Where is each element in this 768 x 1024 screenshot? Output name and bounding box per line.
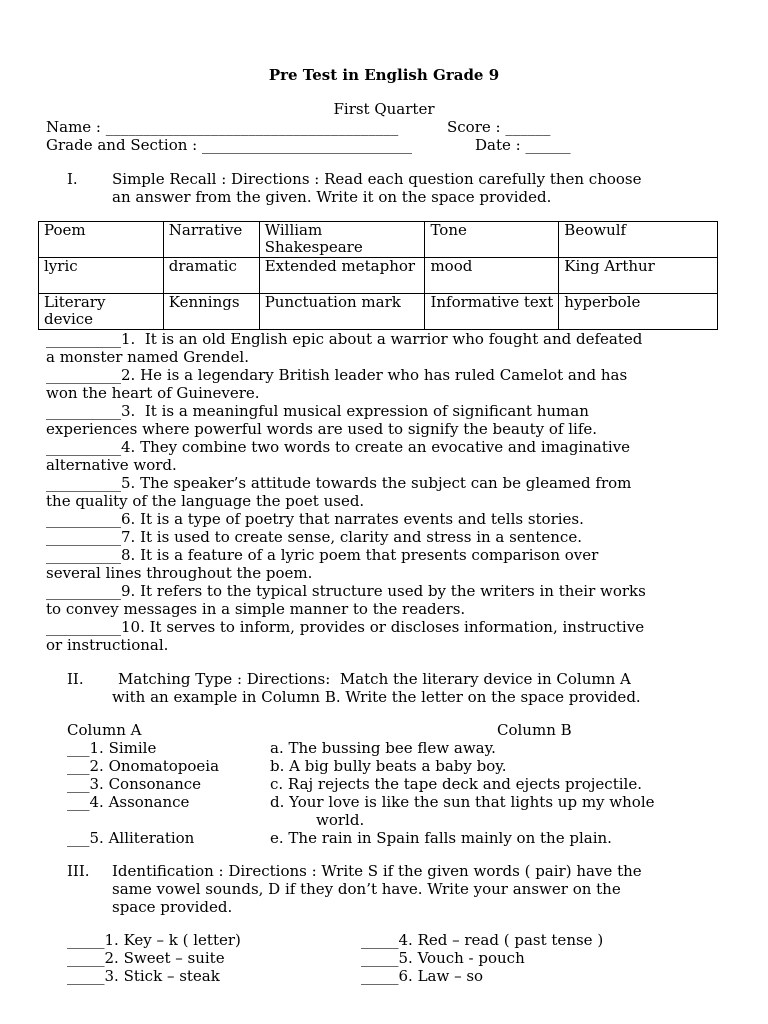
column-a-header: Column A: [67, 721, 142, 739]
table-cell: dramatic: [163, 258, 259, 294]
part3-numeral: III.: [67, 862, 90, 880]
table-cell: King Arthur: [559, 258, 718, 294]
part1-numeral: I.: [67, 170, 78, 188]
part1-directions-line2: an answer from the given. Write it on the space provided.: [112, 188, 552, 206]
question-line: experiences where powerful words are used to signify the beauty of life.: [46, 420, 598, 438]
table-cell: William Shakespeare: [259, 222, 425, 258]
column-a-item: ___4. Assonance: [67, 793, 190, 811]
column-a-item: ___2. Onomatopoeia: [67, 757, 220, 775]
answer-choices-table: [38, 221, 718, 330]
question-line: several lines throughout the poem.: [46, 564, 313, 582]
table-row: [39, 222, 718, 258]
column-b-item: c. Raj rejects the tape deck and ejects projectile.: [270, 775, 642, 793]
question-line: __________1. It is an old English epic about a warrior who fought and defeated: [46, 330, 643, 348]
date-row: [475, 136, 570, 154]
identification-item: _____5. Vouch - pouch: [361, 949, 525, 967]
table-row: [39, 258, 718, 294]
score-label: Score :: [447, 118, 506, 136]
page-title: Pre Test in English Grade 9: [268, 66, 500, 84]
question-line: __________7. It is used to create sense, clarity and stress in a sentence.: [46, 528, 582, 546]
question-line: __________10. It serves to inform, provides or discloses information, instructive: [46, 618, 645, 636]
question-line: __________4. They combine two words to create an evocative and imaginative: [46, 438, 631, 456]
grade-section-field[interactable]: ____________________________: [201, 136, 412, 154]
column-a-item: ___3. Consonance: [67, 775, 202, 793]
date-field[interactable]: ______: [525, 136, 571, 154]
table-cell: lyric: [39, 258, 164, 294]
name-row: [46, 118, 398, 136]
table-cell: Narrative: [163, 222, 259, 258]
score-field[interactable]: ______: [505, 118, 551, 136]
column-a-item: ___5. Alliteration: [67, 829, 195, 847]
table-cell: Tone: [425, 222, 559, 258]
date-label: Date :: [475, 136, 526, 154]
identification-item: _____4. Red – read ( past tense ): [361, 931, 604, 949]
question-line: __________5. The speaker’s attitude towards the subject can be gleamed from: [46, 474, 632, 492]
part2-directions-line1: Matching Type : Directions: Match the literary device in Column A: [118, 670, 631, 688]
column-b-header: Column B: [497, 721, 572, 739]
question-line: __________2. He is a legendary British leader who has ruled Camelot and has: [46, 366, 628, 384]
identification-item: _____3. Stick – steak: [67, 967, 220, 985]
name-label: Name :: [46, 118, 106, 136]
table-cell: hyperbole: [559, 294, 718, 330]
name-field[interactable]: _______________________________________: [105, 118, 399, 136]
column-b-item: d. Your love is like the sun that lights up my whole: [270, 793, 655, 811]
table-cell: Literary device: [39, 294, 164, 330]
part2-numeral: II.: [67, 670, 84, 688]
table-row: [39, 294, 718, 330]
identification-item: _____2. Sweet – suite: [67, 949, 225, 967]
column-a-item: ___1. Simile: [67, 739, 157, 757]
table-cell: Extended metaphor: [259, 258, 425, 294]
grade-section-label: Grade and Section :: [46, 136, 202, 154]
question-line: __________8. It is a feature of a lyric poem that presents comparison over: [46, 546, 599, 564]
question-line: to convey messages in a simple manner to the readers.: [46, 600, 466, 618]
question-line: __________3. It is a meaningful musical expression of significant human: [46, 402, 589, 420]
part3-directions-line3: space provided.: [112, 898, 233, 916]
part1-directions-line1: Simple Recall : Directions : Read each question carefully then choose: [112, 170, 642, 188]
question-line: __________9. It refers to the typical structure used by the writers in their works: [46, 582, 646, 600]
table-cell: mood: [425, 258, 559, 294]
part3-directions-line2: same vowel sounds, D if they don’t have. Write your answer on the: [112, 880, 621, 898]
column-b-item: e. The rain in Spain falls mainly on the plain.: [270, 829, 612, 847]
table-cell: Kennings: [163, 294, 259, 330]
quarter-label: First Quarter: [333, 100, 435, 118]
question-line: the quality of the language the poet used.: [46, 492, 365, 510]
part3-directions-line1: Identification : Directions : Write S if the given words ( pair) have the: [112, 862, 642, 880]
score-row: [447, 118, 550, 136]
question-line: or instructional.: [46, 636, 169, 654]
question-line: alternative word.: [46, 456, 177, 474]
table-cell: Beowulf: [559, 222, 718, 258]
table-cell: Poem: [39, 222, 164, 258]
question-line: won the heart of Guinevere.: [46, 384, 260, 402]
part2-directions-line2: with an example in Column B. Write the letter on the space provided.: [112, 688, 641, 706]
table-cell: Punctuation mark: [259, 294, 425, 330]
column-b-item: b. A big bully beats a baby boy.: [270, 757, 507, 775]
question-line: a monster named Grendel.: [46, 348, 249, 366]
question-line: __________6. It is a type of poetry that narrates events and tells stories.: [46, 510, 584, 528]
column-b-item: a. The bussing bee flew away.: [270, 739, 496, 757]
table-cell: Informative text: [425, 294, 559, 330]
grade-section-row: [46, 136, 412, 154]
column-b-item-wrap: world.: [316, 811, 365, 829]
identification-item: _____1. Key – k ( letter): [67, 931, 241, 949]
identification-item: _____6. Law – so: [361, 967, 484, 985]
